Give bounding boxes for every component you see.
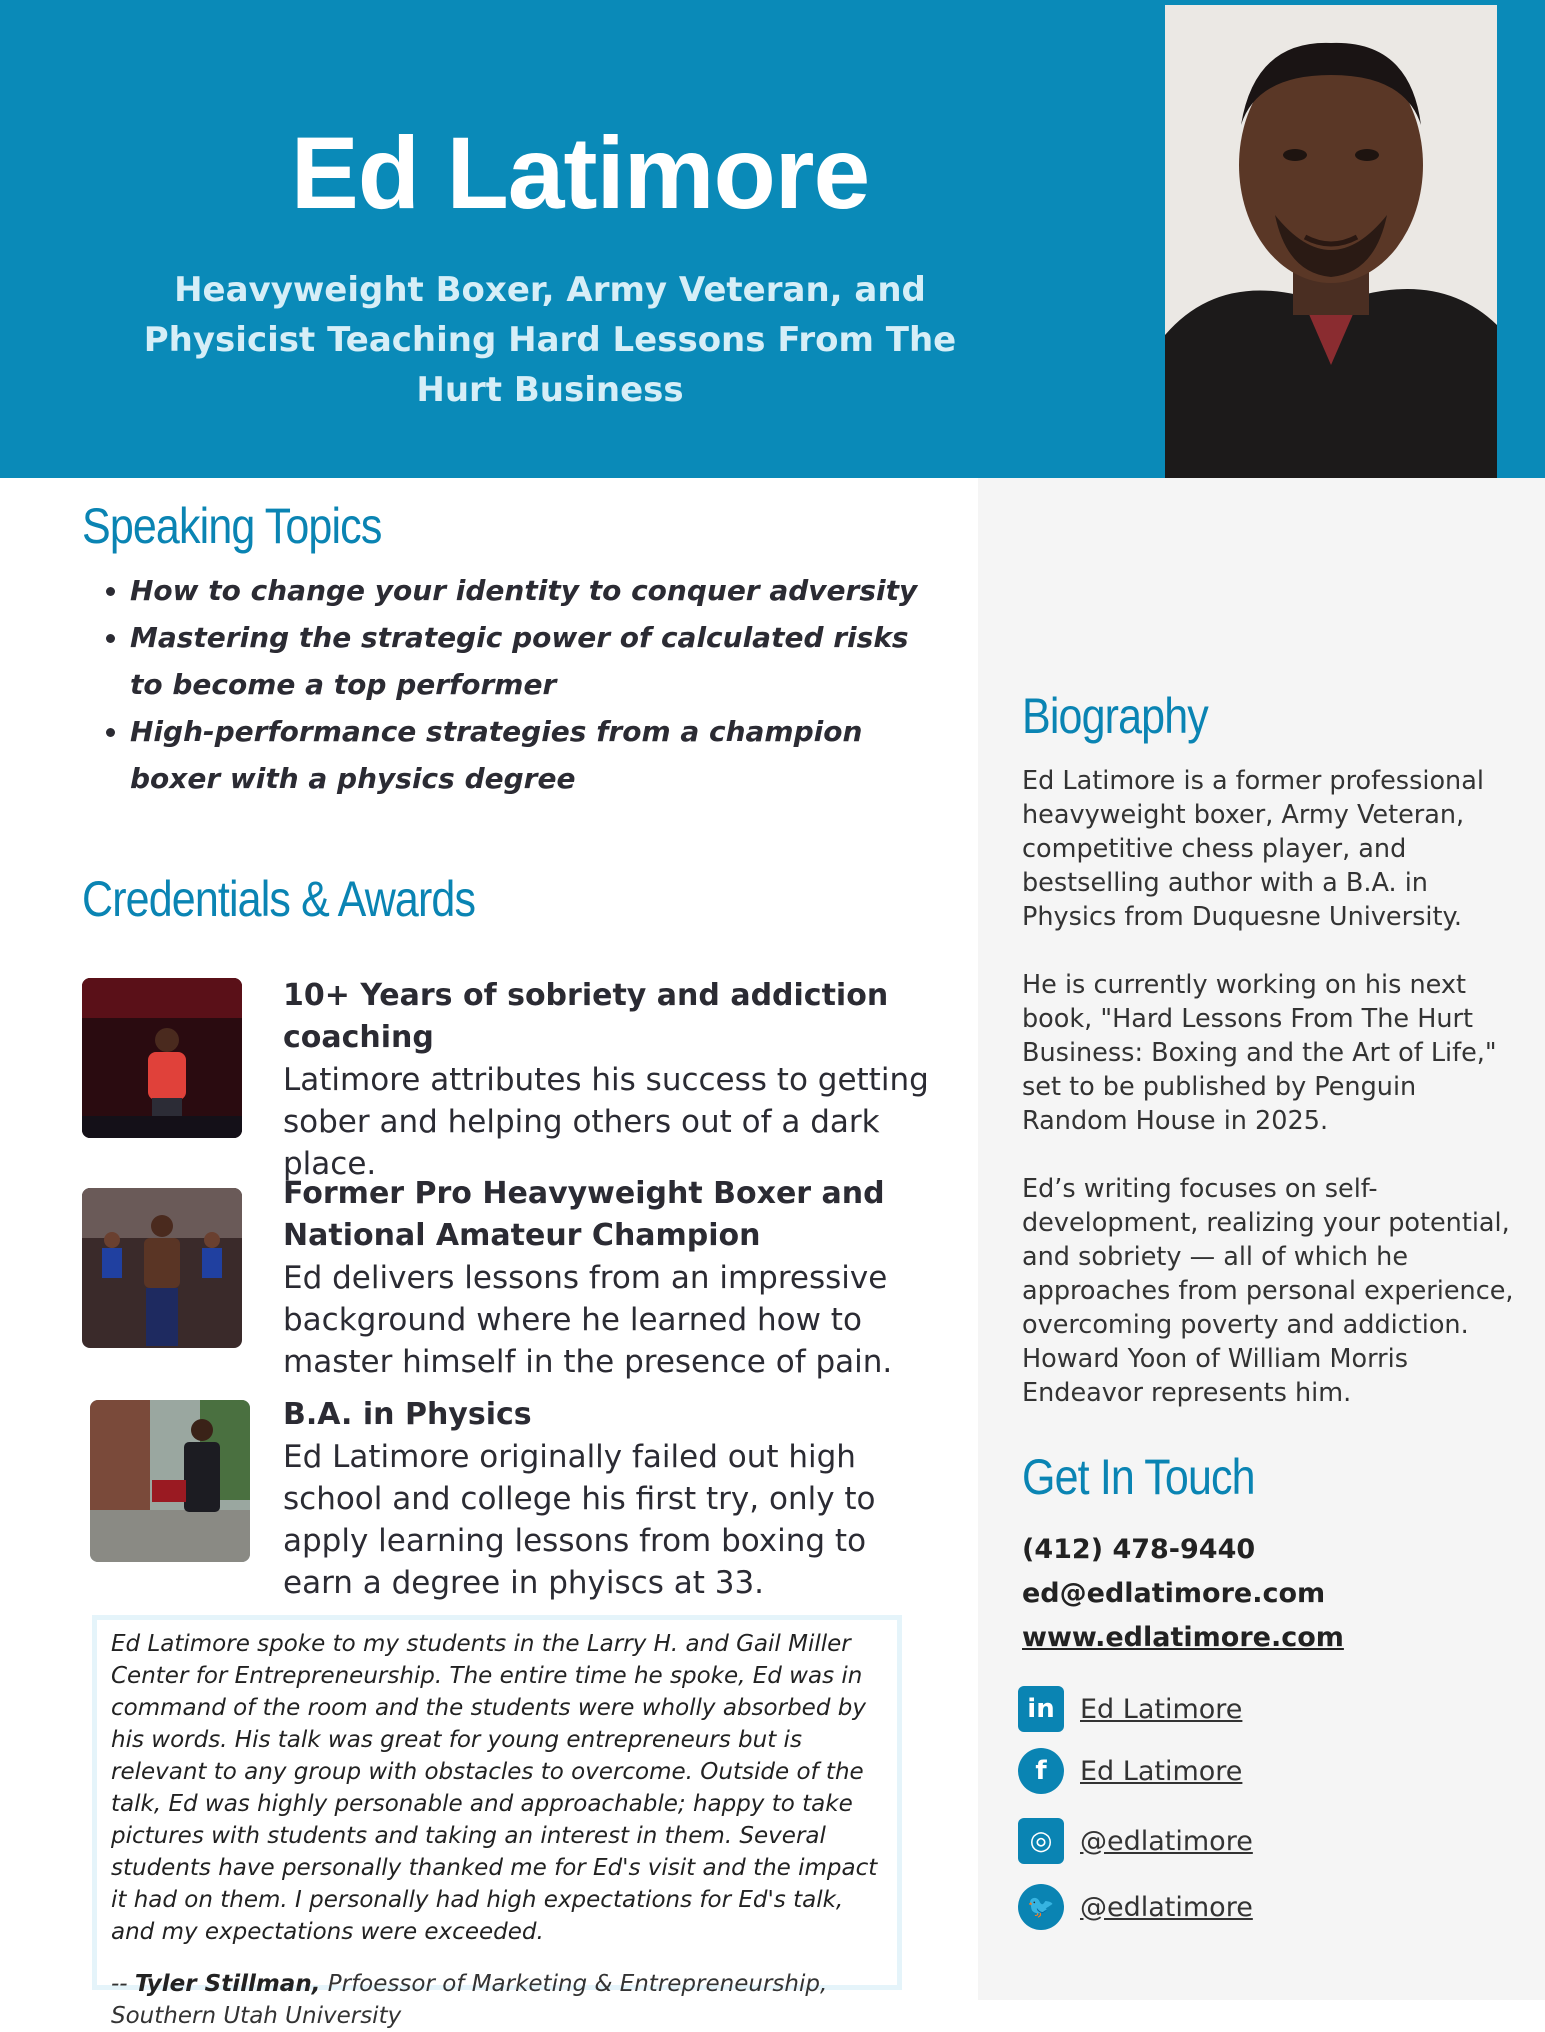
facebook-icon: f [1018,1748,1064,1794]
facebook-link[interactable]: Ed Latimore [1080,1755,1243,1787]
credential-item [283,1173,943,1383]
credential-item [283,1394,943,1604]
testimonial-author-title: Prfoessor of Marketing & Entrepreneurship, Southern Utah University [111,1971,828,2029]
instagram-icon: ◎ [1018,1818,1064,1864]
headshot-photo [1165,5,1497,478]
boxing-photo [82,1188,242,1348]
biography-paragraph: Ed Latimore is a former professional heavyweight boxer, Army Veteran, competitive chess player, and bestselling author with a B.A. in Physics from Duquesne University. [1022,766,1484,932]
credential-heading: B.A. in Physics [283,1397,532,1432]
phone-number[interactable]: (412) 478-9440 [1022,1534,1256,1565]
instagram-link[interactable]: @edlatimore [1080,1825,1253,1857]
linkedin-link[interactable]: Ed Latimore [1080,1693,1243,1725]
biography-paragraph: Ed’s writing focuses on self-development, realizing your potential, and sobriety — all of which he approaches from personal experience, overcoming poverty and addiction. Howard Yoon of William Morris Endeavor represents him. [1022,1174,1514,1408]
list-item: • High-performance strategies from a champion boxer with a physics degree [130,708,930,802]
testimonial-attribution [111,1968,883,2032]
contact-heading: Get In Touch [1022,1449,1255,1505]
list-item: • How to change your identity to conquer adversity [130,567,930,614]
sobriety-photo [82,978,242,1138]
linkedin-icon: in [1018,1686,1064,1732]
testimonial-quote: Ed Latimore spoke to my students in the Larry H. and Gail Miller Center for Entrepreneurship. The entire time he spoke, Ed was in command of the room and the students were wholly absorbed by his words. His talk was great for young entrepreneurs but is relevant to any group with obstacles to overcome. Outside of the talk, Ed was highly personable and approachable; happy to take pictures with students and taking an interest in them. Several students have personally thanked me for Ed's visit and the impact it had on them. I personally had high expectations for Ed's talk, and my expectations were exceeded. [111,1631,878,1945]
social-linkedin[interactable] [1018,1686,1242,1732]
social-facebook[interactable] [1018,1748,1242,1794]
twitter-icon: 🐦 [1018,1884,1064,1930]
credential-body: Ed Latimore originally failed out high school and college his first try, only to apply learning lessons from boxing to earn a degree in phyiscs at 33. [283,1439,876,1601]
email-address[interactable]: ed@edlatimore.com [1022,1578,1326,1609]
social-instagram[interactable] [1018,1818,1253,1864]
credential-body: Latimore attributes his success to getting sober and helping others out of a dark place. [283,1062,929,1182]
social-twitter[interactable] [1018,1884,1253,1930]
website-link[interactable]: www.edlatimore.com [1022,1622,1344,1653]
biography-text [1022,764,1522,1444]
speaker-name: Ed Latimore [290,116,870,230]
speaker-tagline: Heavyweight Boxer, Army Veteran, and Physicist Teaching Hard Lessons From The Hurt Business [143,270,957,410]
list-item: • Mastering the strategic power of calculated risks to become a top performer [130,614,930,708]
biography-paragraph: He is currently working on his next book, "Hard Lessons From The Hurt Business: Boxing and the Art of Life," set to be published by Penguin Random House in 2025. [1022,970,1497,1136]
graduation-photo [90,1400,250,1562]
speaking-topics-heading: Speaking Topics [82,498,382,554]
credential-body: Ed delivers lessons from an impressive background where he learned how to master himself in the presence of pain. [283,1260,893,1380]
biography-heading: Biography [1022,688,1208,744]
credentials-heading: Credentials & Awards [82,871,476,927]
speaking-topics-list [92,567,930,802]
credential-heading: Former Pro Heavyweight Boxer and National Amateur Champion [283,1176,885,1253]
testimonial-author: Tyler Stillman, [134,1971,321,1997]
credential-heading: 10+ Years of sobriety and addiction coaching [283,978,889,1055]
testimonial-box [92,1615,902,2029]
twitter-link[interactable]: @edlatimore [1080,1891,1253,1923]
credential-item [283,975,943,1185]
attribution-prefix: -- [111,1971,135,1997]
